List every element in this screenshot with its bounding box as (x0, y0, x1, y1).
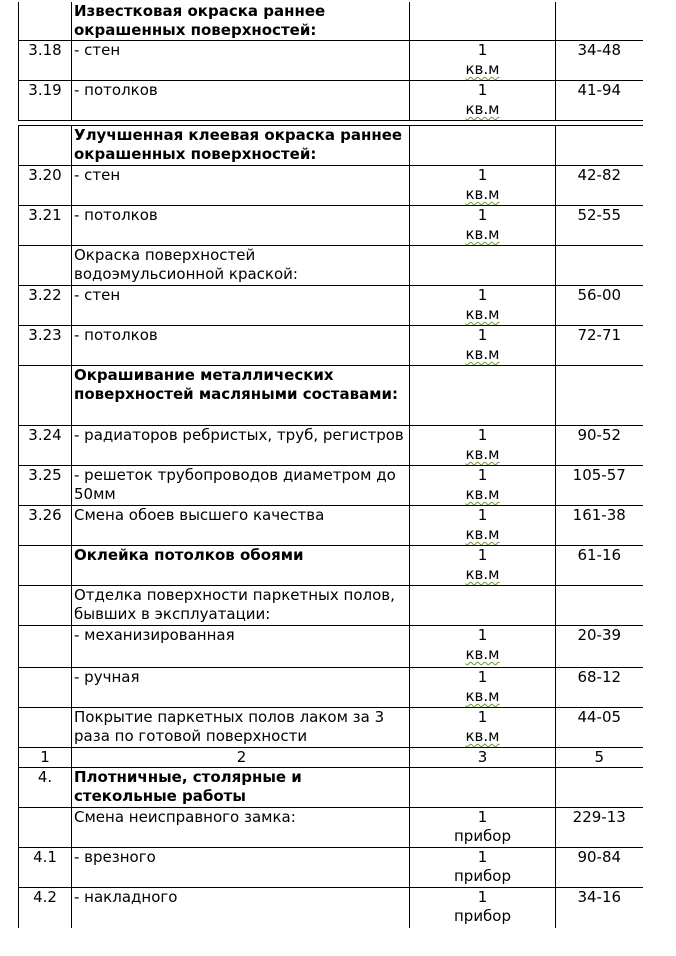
row-number (19, 126, 72, 166)
unit-name: кв.м (465, 305, 500, 323)
price-value: 20-39 (556, 626, 643, 668)
unit-cell (410, 326, 556, 366)
unit-quantity: 1 (477, 546, 488, 564)
price-value: 68-12 (556, 668, 643, 708)
unit-cell (410, 808, 556, 848)
price-value: 34-16 (556, 888, 643, 928)
price-value (556, 246, 643, 286)
work-description: Известковая окраска раннее окрашенных поверхностей: (72, 2, 410, 41)
work-description: - механизированная (72, 626, 410, 668)
table-row (19, 808, 643, 848)
unit-quantity: 1 (477, 166, 488, 184)
table-row (19, 708, 643, 748)
work-description: Плотничные, столярные и стекольные работы (72, 768, 410, 808)
unit-name: прибор (453, 867, 512, 885)
unit-cell (410, 206, 556, 246)
price-value (556, 586, 643, 626)
row-number (19, 586, 72, 626)
work-description: - потолков (72, 206, 410, 246)
row-number: 3.24 (19, 426, 72, 466)
unit-quantity: 1 (477, 41, 488, 59)
unit-quantity: 1 (477, 808, 488, 826)
work-description: Улучшенная клеевая окраска раннее окрашенных поверхностей: (72, 126, 410, 166)
unit-quantity: 1 (477, 326, 488, 344)
work-description: Окраска поверхностей водоэмульсионной краской: (72, 246, 410, 286)
table-row (19, 848, 643, 888)
unit-name: кв.м (465, 345, 500, 363)
unit-name: кв.м (465, 185, 500, 203)
unit-cell (410, 286, 556, 326)
price-value: 90-52 (556, 426, 643, 466)
unit-name: кв.м (465, 485, 500, 503)
unit-cell (410, 888, 556, 928)
price-value: 56-00 (556, 286, 643, 326)
unit-cell (410, 748, 556, 768)
unit-cell (410, 708, 556, 748)
row-number: 3.25 (19, 466, 72, 506)
table-row (19, 126, 643, 166)
unit-cell (410, 546, 556, 586)
unit-cell (410, 2, 556, 41)
row-number: 4.1 (19, 848, 72, 888)
unit-quantity: 1 (477, 426, 488, 444)
work-description: - радиаторов ребристых, труб, регистров (72, 426, 410, 466)
row-number: 4.2 (19, 888, 72, 928)
table-row (19, 2, 643, 41)
unit-cell (410, 626, 556, 668)
unit-name: кв.м (465, 525, 500, 543)
unit-cell (410, 668, 556, 708)
table-body (19, 2, 643, 121)
row-number (19, 708, 72, 748)
work-description: - потолков (72, 326, 410, 366)
row-number (19, 808, 72, 848)
work-description: Окрашивание металлических поверхностей масляными составами: (72, 366, 410, 426)
row-number: 3.18 (19, 41, 72, 81)
unit-cell (410, 506, 556, 546)
table-row (19, 166, 643, 206)
unit-quantity: 1 (477, 708, 488, 726)
row-number: 3.23 (19, 326, 72, 366)
price-value: 105-57 (556, 466, 643, 506)
row-number: 3.22 (19, 286, 72, 326)
table-row (19, 426, 643, 466)
unit-quantity: 1 (477, 848, 488, 866)
unit-name: кв.м (465, 225, 500, 243)
unit-quantity: 1 (477, 506, 488, 524)
table-row (19, 81, 643, 121)
unit-cell (410, 366, 556, 426)
table-row (19, 466, 643, 506)
price-value: 229-13 (556, 808, 643, 848)
row-number (19, 366, 72, 426)
price-value: 72-71 (556, 326, 643, 366)
row-number (19, 2, 72, 41)
work-description: - потолков (72, 81, 410, 121)
table-row (19, 626, 643, 668)
unit-name: кв.м (465, 645, 500, 663)
work-description: Смена обоев высшего качества (72, 506, 410, 546)
table-body (19, 126, 643, 928)
table-row (19, 888, 643, 928)
price-value: 44-05 (556, 708, 643, 748)
unit-quantity: 3 (477, 748, 488, 766)
price-value: 42-82 (556, 166, 643, 206)
unit-name: кв.м (465, 60, 500, 78)
unit-quantity: 1 (477, 668, 488, 686)
row-number: 3.21 (19, 206, 72, 246)
unit-cell (410, 126, 556, 166)
price-value: 5 (556, 748, 643, 768)
price-value (556, 2, 643, 41)
unit-cell (410, 166, 556, 206)
unit-cell (410, 81, 556, 121)
row-number: 3.26 (19, 506, 72, 546)
unit-cell (410, 586, 556, 626)
unit-name: кв.м (465, 727, 500, 745)
work-description: 2 (72, 748, 410, 768)
unit-quantity: 1 (477, 466, 488, 484)
work-description: - стен (72, 41, 410, 81)
row-number: 4. (19, 768, 72, 808)
unit-cell (410, 426, 556, 466)
row-number (19, 246, 72, 286)
price-value (556, 126, 643, 166)
table-row (19, 41, 643, 81)
unit-cell (410, 246, 556, 286)
unit-cell (410, 768, 556, 808)
row-number: 3.19 (19, 81, 72, 121)
unit-cell (410, 848, 556, 888)
unit-cell (410, 41, 556, 81)
price-value: 61-16 (556, 546, 643, 586)
unit-name: кв.м (465, 687, 500, 705)
price-value (556, 768, 643, 808)
price-table-part-1 (18, 2, 643, 121)
work-description: - ручная (72, 668, 410, 708)
unit-name: прибор (453, 827, 512, 845)
table-row (19, 326, 643, 366)
price-value: 52-55 (556, 206, 643, 246)
table-row (19, 668, 643, 708)
row-number (19, 546, 72, 586)
work-description: - стен (72, 286, 410, 326)
work-description: Отделка поверхности паркетных полов, бывших в эксплуатации: (72, 586, 410, 626)
work-description: - решеток трубопроводов диаметром до 50мм (72, 466, 410, 506)
work-description: Покрытие паркетных полов лаком за 3 раза по готовой поверхности (72, 708, 410, 748)
table-row (19, 246, 643, 286)
unit-name: кв.м (465, 565, 500, 583)
work-description: Смена неисправного замка: (72, 808, 410, 848)
row-number: 3.20 (19, 166, 72, 206)
work-description: - стен (72, 166, 410, 206)
unit-quantity: 1 (477, 626, 488, 644)
unit-name: кв.м (465, 445, 500, 463)
unit-quantity: 1 (477, 206, 488, 224)
unit-quantity: 1 (477, 81, 488, 99)
price-value (556, 366, 643, 426)
unit-quantity: 1 (477, 286, 488, 304)
price-value: 41-94 (556, 81, 643, 121)
table-row (19, 366, 643, 426)
table-row (19, 506, 643, 546)
work-description: - врезного (72, 848, 410, 888)
unit-cell (410, 466, 556, 506)
table-row (19, 586, 643, 626)
price-value: 90-84 (556, 848, 643, 888)
table-row (19, 546, 643, 586)
table-row (19, 768, 643, 808)
price-value: 34-48 (556, 41, 643, 81)
table-row (19, 286, 643, 326)
row-number (19, 668, 72, 708)
table-row (19, 748, 643, 768)
price-table-part-2 (18, 125, 643, 928)
row-number (19, 626, 72, 668)
unit-name: кв.м (465, 100, 500, 118)
price-value: 161-38 (556, 506, 643, 546)
work-description: Оклейка потолков обоями (72, 546, 410, 586)
unit-quantity: 1 (477, 888, 488, 906)
unit-name: прибор (453, 907, 512, 925)
table-row (19, 206, 643, 246)
work-description: - накладного (72, 888, 410, 928)
row-number: 1 (19, 748, 72, 768)
